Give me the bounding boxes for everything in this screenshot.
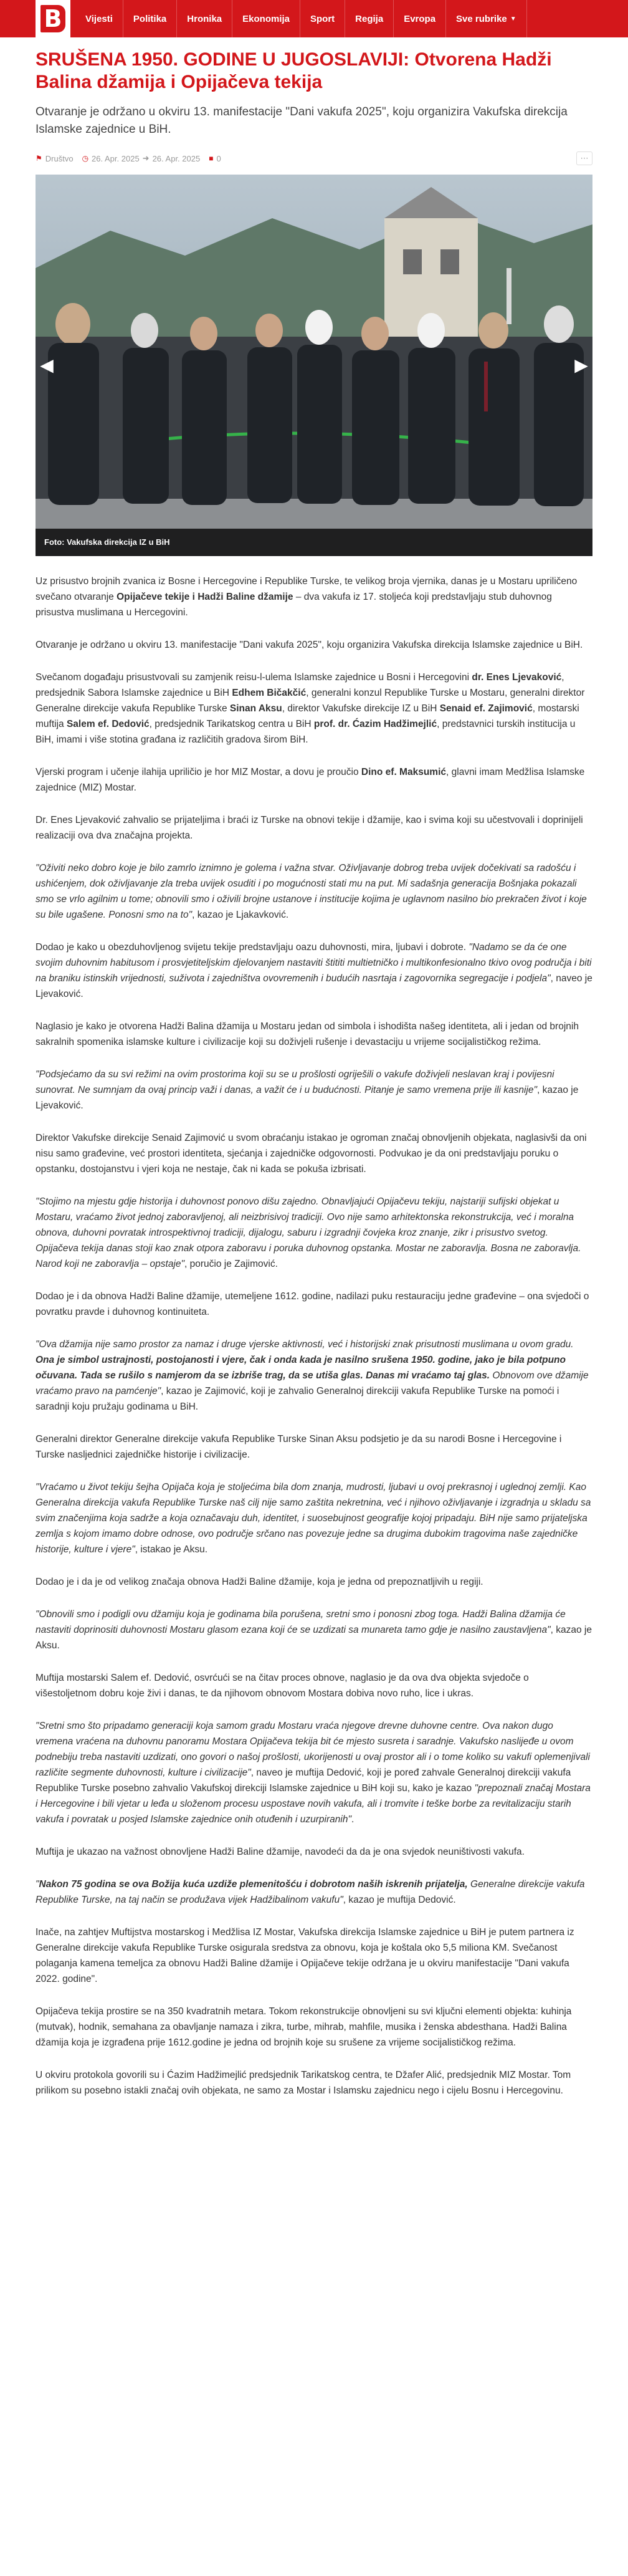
paragraph-segment: Sinan Aksu [229,703,282,714]
paragraph-segment: , mostarski muftija [36,703,579,729]
paragraph-segment: " [36,1879,39,1890]
article-quote-paragraph [36,1479,592,1557]
paragraph-segment: Naglasio je kako je otvorena Hadži Balina džamija u Mostaru jedan od simbola i ishodišta našeg identiteta, ali i jedan od brojnih sakralnih spomenika islamske kulture i civilizacije koji su doživjeli rušenje i devastaciju u vrijeme socijalističkog režima. [36,1021,579,1047]
paragraph-segment: "Sretni smo što pripadamo generaciji koja samom gradu Mostaru vraća njegove drevne duhovne centre. Ova nakon dugo vremena vraćena na duhovnu panoramu Mostara Opijačeva tekija bit će mjesto susreta i saradnje. Vakufsko naslijeđe u ovom podnebiju treba nastaviti uzdizati, ono govori o našoj prošlosti, ukorijenosti u ovaj prostor ali i o tome koliko su vakufi oplemenjivali različite segmente duhovnosti, kulture i civilizacije" [36,1721,591,1778]
chevron-right-icon[interactable]: ▶ [574,355,588,375]
paragraph-segment: Dodao je i da obnova Hadži Baline džamije, utemeljene 1612. godine, nadilazi puku restauraciju jedne građevine – ona svjedoči o povratku pravde i duhovnog kontinuiteta. [36,1291,589,1317]
paragraph-segment: . [351,1814,354,1825]
article-lead: Otvaranje je održano u okviru 13. manifestacije "Dani vakufa 2025", koju organizira Vakufska direkcija Islamske zajednice u BiH. [36,105,568,136]
article-quote-paragraph [36,1337,592,1415]
paragraph-segment: "Vraćamo u život tekiju šejha Opijača koja je stoljećima bila dom znanja, mudrosti, ljubavi u ovoj prekrasnoj i uglednoj zemlji. Kao Generalna direkcija vakufa Republike Turske naš cilj nije samo zaštita nekretnina, već i njihovo oživljavanje i izgradnja u skladu sa svim značenjima koja sadrže a koja označavaju duh, identitet, i suosebujnost geografije kojoj pripadaju. BiH nije samo prijateljska zemlja s kojom imamo dobre odnose, ovo područje srčano nas povezuje jedne sa drugima dubokim tragovima naše zajedničke historije, kulture i vjere" [36,1482,591,1555]
article-paragraph [36,1844,592,1860]
ceremony-photo-illustration [36,175,592,556]
paragraph-segment: Generalne direkcije vakufa Republike Turske, na taj način se produžava vijek Hadžibalinom vakufu" [36,1879,585,1905]
article-paragraph [36,2067,592,2098]
nav-item-sve-rubrike[interactable] [446,0,527,37]
paragraph-segment: , glavni imam Medžlisa Islamske zajednice (MIZ) Mostar. [36,767,585,793]
paragraph-segment: Ona je simbol ustrajnosti, postojanosti i vjere, čak i onda kada je nasilno srušena 1950. godine, jako je bila potpuno očuvana. Tada se rušilo s namjerom da se izbriše trag, da se utiša glas. Danas mi vraćamo taj glas. [36,1355,566,1381]
nav-item-evropa[interactable]: Evropa [394,0,446,37]
article-meta [36,151,592,166]
paragraph-segment: , istakao je Aksu. [135,1544,208,1555]
article-paragraph [36,1289,592,1320]
paragraph-segment: , predstavnici turskih institucija u BiH, imami i više stotina građana iz različitih gradova širom BiH. [36,719,576,745]
paragraph-segment: U okviru protokola govorili su i Ćazim Hadžimejlić predsjednik Tarikatskog centra, te Džafer Alić, predsjednik MIZ Mostar. Tom prilikom su posebno istakli značaj ovih objekata, ne samo za Mostar i Islamsku zajednicu nego i cijelu Bosnu i Hercegovinu. [36,2070,571,2096]
paragraph-segment: Salem ef. Dedović [66,719,150,729]
paragraph-segment: Svečanom događaju prisustvovali su zamjenik reisu-l-ulema Islamske zajednice u Bosni i Hercegovini [36,672,472,683]
article-paragraph [36,574,592,620]
paragraph-segment: prof. dr. Ćazim Hadžimejlić [313,719,437,729]
paragraph-segment: dr. Enes Ljevaković [472,672,562,683]
paragraph-segment: Direktor Vakufske direkcije Senaid Zajimović u svom obraćanju istakao je ogroman značaj obnovljenih objekata, naglasivši da oni nisu samo građevine, već prostori identiteta, sjećanja i zajedničke odgovornosti. Podvukao je da oni predstavljaju poruku o opstanku, dostojanstvu i vjeri koja ne nestaje, čak ni kada se pokuša izbrisati. [36,1133,587,1175]
share-icon[interactable]: ⋯ [576,151,592,165]
paragraph-segment: , kazao je muftija Dedović. [343,1895,456,1905]
paragraph-segment: – dva vakufa iz 17. stoljeća koji predstavljaju stub duhovnog prisustva muslimana u Hercegovini. [36,592,552,618]
logo-letter: B [40,5,65,32]
top-navigation [0,0,628,37]
article-paragraph [36,940,592,1002]
paragraph-segment: Vjerski program i učenje ilahija upriličio je hor MIZ Mostar, a dovu je proučio [36,767,361,777]
paragraph-segment: "Podsjećamo da su svi režimi na ovim prostorima koji su se u prošlosti ogriješili o vakufe doživjeli neslavan kraj i povijesni sunovrat. Ne sumnjam da ovaj princip važi i danas, a važit će i u budućnosti. Pitanje je samo vremena prije ili kasnije" [36,1069,554,1095]
article-paragraph [36,1130,592,1177]
category-link[interactable]: Društvo [45,153,74,163]
paragraph-segment: Generalni direktor Generalne direkcije vakufa Republike Turske Sinan Aksu podsjetio je da su narodi Bosne i Hercegovine i Turske nasljednici zajedničke historije i civilizacije. [36,1434,562,1460]
article-paragraph [36,1019,592,1050]
article-paragraph [36,1670,592,1701]
paragraph-segment: "Ova džamija nije samo prostor za namaz i druge vjerske aktivnosti, već i historijski znak prisutnosti muslimana u ovom gradu. [36,1339,574,1350]
paragraph-segment: , kazao je Ljakavković. [192,910,289,920]
article-body [36,574,592,2098]
nav-item-hronika[interactable]: Hronika [177,0,232,37]
paragraph-segment: Dr. Enes Ljevaković zahvalio se prijateljima i braći iz Turske na obnovi tekije i džamije, kao i svima koji su učestvovali i doprinijeli realizaciji ova dva značajna projekta. [36,815,583,841]
paragraph-segment: Uz prisustvo brojnih zvanica iz Bosne i Hercegovine i Republike Turske, te velikog broja vjernika, danas je u Mostaru upriličeno svečano otvaranje [36,576,578,602]
article-paragraph [36,1877,592,1908]
paragraph-segment: "Nadamo se da će one svojim duhovnim habitusom i prosvjetiteljskim djelovanjem nastaviti štititi multietničko i multikonfesionalno tkivo ovog područja i biti na braniku istinskih vrijednosti, suživota i zajedništva ovovremenih i budućih nasrtaja i zagovornika segregacije i podjela" [36,942,592,984]
paragraph-segment: Opijačeve tekije i Hadži Baline džamije [117,592,293,602]
paragraph-segment: Senaid ef. Zajimović [439,703,533,714]
paragraph-segment: , kazao je Zajimović, koji je zahvalio Generalnoj direkciji vakufa Republike Turske na pomoći i saradnji koju pružaju godinama u BiH. [36,1386,559,1412]
paragraph-segment: , direktor Vakufske direkcije IZ u BiH [282,703,440,714]
paragraph-segment: Muftija je ukazao na važnost obnovljene Hadži Baline džamije, navodeći da da je ona svjedok neuništivosti vakufa. [36,1847,525,1857]
paragraph-segment: , predsjednik Sabora Islamske zajednice u BiH [36,672,564,698]
article-paragraph [36,1925,592,1987]
paragraph-segment: , predsjednik Tarikatskog centra u BiH [149,719,314,729]
nav-item-regija[interactable]: Regija [345,0,394,37]
article-quote-paragraph [36,1067,592,1113]
paragraph-segment: , poručio je Zajimović. [184,1259,278,1269]
article-photo [36,175,592,556]
paragraph-segment: "Stojimo na mjestu gdje historija i duhovnost ponovo dišu zajedno. Obnavljajući Opijačevu tekiju, najstariji sufijski objekat u Mostaru, vraćamo život jednoj zaboravljenoj, ali neizbrisivoj tradiciji. Ovo nije samo arhitektonska rekonstrukcija, već i moralna obnova, duhovni povratak introspektivnoj tradiciji, dijalogu, saburu i izgradnji čovjeka kroz znanje, zikr i prisustvo svetog. Opijačeva tekija danas stoji kao znak otpora zaboravu i poruka duhovnog opstanka. Mostar ne zaboravlja. Bosna ne zaboravlja. Narod koji ne zaboravlja – opstaje" [36,1196,581,1269]
chevron-left-icon[interactable]: ◀ [40,355,54,375]
paragraph-segment: Dino ef. Maksumić [361,767,447,777]
arrow-right-icon: ➜ [142,153,150,163]
article-paragraph [36,670,592,747]
paragraph-segment: , kazao je Aksu. [36,1625,592,1651]
paragraph-segment: , naveo je Ljevaković. [36,973,592,999]
paragraph-segment: , naveo je muftija Dedović, koji je poređ zahvale Generalnoj direkciji vakufa Republike Turske posebno zahvalio Vakufskoj direkciji Islamske zajednice u BiH koji su, kako je kazao [36,1767,571,1794]
article-quote-paragraph [36,1607,592,1653]
nav-item-politika[interactable]: Politika [123,0,177,37]
paragraph-segment: , generalni konzul Republike Turske u Mostaru, generalni direktor Generalne direkcije vakufa Republike Turske [36,688,585,714]
comment-count[interactable]: 0 [216,153,221,163]
article-quote-paragraph [36,1194,592,1272]
article-quote-paragraph [36,1718,592,1827]
tag-icon: ⚑ [36,154,42,163]
paragraph-segment: Obnovom ove džamije vraćamo pravo na pamćenje" [36,1370,589,1396]
nav-menu [75,0,527,37]
paragraph-segment: Dodao je kako u obezduhovljenog svijetu tekije predstavljaju oazu duhovnosti, mira, ljubavi i dobrote. [36,942,469,953]
date-updated: 26. Apr. 2025 [152,153,201,163]
nav-item-sve-rubrike-label: Sve rubrike [456,13,507,24]
chevron-down-icon: ▼ [510,15,516,22]
paragraph-segment: "prepoznali značaj Mostara i Hercegovine i bili vjetar u leđa u složenom procesu uspostave novih vakufa, ali i tromvite i teške borbe za revitalizaciju starih vakufa i povratak u posjed Islamske zajednice onih otuđenih i uzurpiranih" [36,1783,591,1825]
article-quote-paragraph [36,860,592,923]
paragraph-segment: Opijačeva tekija prostire se na 350 kvadratnih metara. Tokom rekonstrukcije obnovljeni su svi ključni elementi objekta: kuhinja (mutvak), hodnik, semahana za obavljanje namaza i zikra, turbe, mihrab, mahfile, musika i ženska abdesthana. Hadži Balina džamija koja je izgrađena prije 1612.godine je jedna od brojnih koje su srušene za vrijeme socijalističkog režima. [36,2006,572,2048]
paragraph-segment: Muftija mostarski Salem ef. Dedović, osvrćući se na čitav proces obnove, naglasio je da ova dva objekta svjedoče o višestoljetnom dobru koje živi i danas, te da njihovom obnovom Mostara dobiva novo ruho, lice i ukras. [36,1673,529,1699]
paragraph-segment: , kazao je Ljevaković. [36,1085,579,1111]
paragraph-segment: Otvaranje je održano u okviru 13. manifestacije "Dani vakufa 2025", koju organizira Vakufska direkcija Islamske zajednice u BiH. [36,640,583,650]
article-title: SRUŠENA 1950. GODINE U JUGOSLAVIJI: Otvorena Hadži Balina džamija i Opijačeva tekija [36,49,552,92]
article-paragraph [36,637,592,653]
article-container [0,49,628,2098]
paragraph-segment: "Obnovili smo i podigli ovu džamiju koja je godinama bila porušena, sretni smo i ponosni zbog toga. Hadži Balina džamija će nastaviti doprinositi duhovnosti Mostaru glasom ezana koji će se uzdizati sa munareta tamo gdje je nasilno zaustavljena" [36,1609,566,1635]
site-logo[interactable] [36,0,70,37]
nav-item-vijesti[interactable]: Vijesti [75,0,123,37]
article-paragraph [36,1431,592,1463]
photo-caption: Foto: Vakufska direkcija IZ u BiH [36,529,592,556]
clock-icon: ◷ [82,154,89,163]
nav-item-ekonomija[interactable]: Ekonomija [232,0,300,37]
nav-item-sport[interactable]: Sport [300,0,345,37]
date-created: 26. Apr. 2025 [92,153,140,163]
paragraph-segment: Edhem Bičakčić [232,688,307,698]
article-paragraph [36,1574,592,1590]
article-paragraph [36,2004,592,2050]
paragraph-segment: Dodao je i da je od velikog značaja obnova Hadži Baline džamije, koja je jedna od prepoznatljivih u regiji. [36,1577,483,1587]
paragraph-segment: Nakon 75 godina se ova Božija kuća uzdiže plemenitošću i dobrotom naših iskrenih prijatelja, [39,1879,468,1890]
paragraph-segment: Inače, na zahtjev Muftijstva mostarskog i Medžlisa IZ Mostar, Vakufska direkcija Islamske zajednice u BiH je putem partnera iz Generalne direkcije vakufa Republike Turske osigurala sredstva za obnovu, koja je koštala oko 5,5 miliona KM. Svečanost polaganja kamena temeljca za obnovu Hadži Baline džamije i Opijačeve tekije održana je u okviru manifestacije "Dani vakufa 2022. godine". [36,1927,574,1984]
paragraph-segment: "Oživiti neko dobro koje je bilo zamrlo iznimno je golema i važna stvar. Oživljavanje dobrog treba uvijek dočekivati sa radošću i ushićenjem, dok oživljavanje zla treba uvijek osuditi i po mogućnosti stati mu na put. Mi sadašnja generacija Bošnjaka pokazali smo se vrlo agilnim u tome; obnovili smo i oživili brojne ustanove i institucije kojima je uglavnom nasilno bio prekračen život i koje su bile ugašene. Ponosni smo na to" [36,863,587,920]
article-paragraph [36,764,592,795]
article-paragraph [36,812,592,843]
comment-icon: ■ [209,154,214,163]
